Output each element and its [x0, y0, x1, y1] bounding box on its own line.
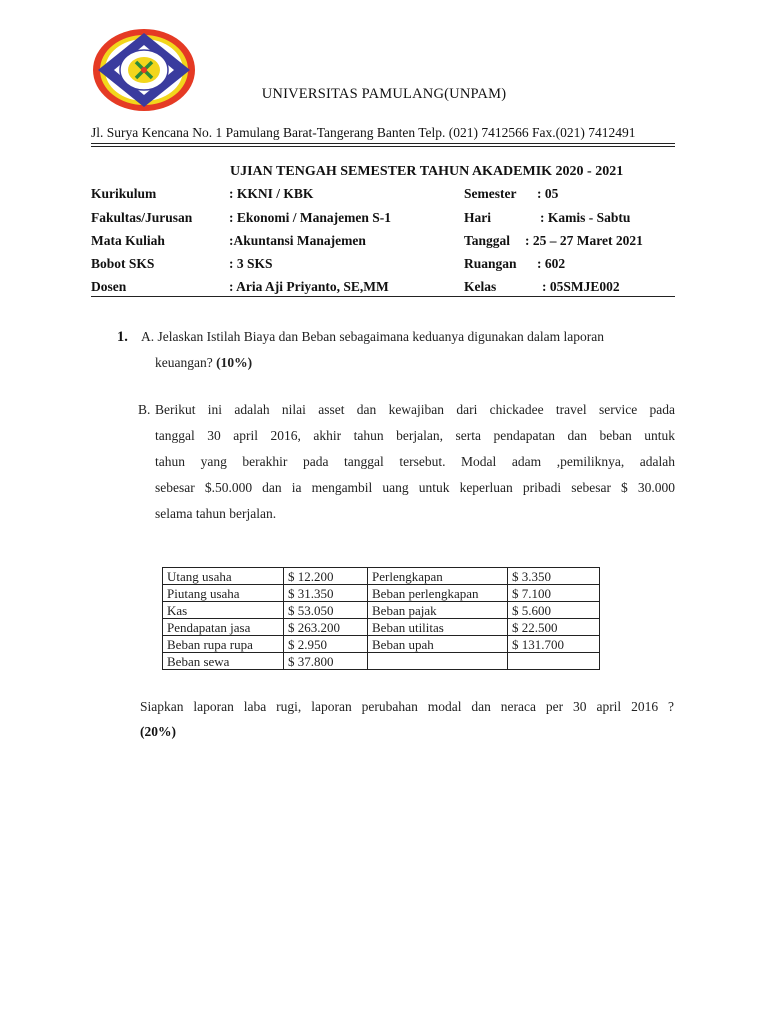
question-number: 1. [117, 329, 128, 345]
table-row [163, 653, 600, 670]
info-divider [91, 296, 675, 297]
table-cell: $ 5.600 [508, 602, 600, 619]
info-row-mata-kuliah [91, 233, 691, 253]
question-a-text: keuangan? [155, 355, 213, 370]
table-row [163, 602, 600, 619]
header-divider [91, 143, 675, 144]
info-value: : 3 SKS [229, 256, 273, 271]
table-cell: $ 53.050 [284, 602, 368, 619]
info-value: : KKNI / KBK [229, 186, 314, 201]
info-label: Kelas [464, 279, 497, 294]
table-cell: $ 31.350 [284, 585, 368, 602]
question-b-line: sebesar $.50.000 dan ia mengambil uang untuk keperluan pribadi sebesar $ 30.000 [155, 480, 675, 495]
info-value: : Kamis - Sabtu [540, 210, 631, 225]
table-cell: Utang usaha [163, 568, 284, 585]
info-value: :Akuntansi Manajemen [229, 233, 366, 248]
table-cell: $ 22.500 [508, 619, 600, 636]
table-row [163, 568, 600, 585]
table-cell [368, 653, 508, 670]
table-cell: Kas [163, 602, 284, 619]
info-value: : 05SMJE002 [542, 279, 620, 294]
university-name: UNIVERSITAS PAMULANG(UNPAM) [261, 86, 507, 102]
table-cell: Perlengkapan [368, 568, 508, 585]
table-row [163, 636, 600, 653]
table-cell: Beban rupa rupa [163, 636, 284, 653]
question-b-label: B. [138, 402, 151, 417]
info-label: Tanggal [464, 233, 511, 248]
table-cell: Beban utilitas [368, 619, 508, 636]
table-cell: $ 263.200 [284, 619, 368, 636]
info-value: : Aria Aji Priyanto, SE,MM [229, 279, 389, 294]
table-cell: $ 37.800 [284, 653, 368, 670]
table-cell: Pendapatan jasa [163, 619, 284, 636]
table-cell: $ 131.700 [508, 636, 600, 653]
table-cell: $ 3.350 [508, 568, 600, 585]
info-label: Mata Kuliah [91, 233, 165, 248]
info-value: : 602 [537, 256, 566, 271]
info-label: Hari [464, 210, 491, 225]
info-value: : Ekonomi / Manajemen S-1 [229, 210, 391, 225]
info-label: Semester [464, 186, 517, 201]
question-b-line: Berikut ini adalah nilai asset dan kewajiban dari chickadee travel service pada [155, 402, 675, 417]
asset-liability-table [162, 567, 600, 670]
table-cell: Beban pajak [368, 602, 508, 619]
exam-title: UJIAN TENGAH SEMESTER TAHUN AKADEMIK 2020 - 2021 [230, 164, 624, 179]
table-row [163, 585, 600, 602]
table-cell: Beban upah [368, 636, 508, 653]
info-label: Kurikulum [91, 186, 157, 201]
table-cell: $ 7.100 [508, 585, 600, 602]
header-divider-secondary [91, 146, 675, 147]
table-cell: Beban perlengkapan [368, 585, 508, 602]
instruction-line: Siapkan laporan laba rugi, laporan perubahan modal dan neraca per 30 april 2016 ? [140, 699, 674, 714]
university-address: Jl. Surya Kencana No. 1 Pamulang Barat-Tangerang Banten Telp. (021) 7412566 Fax.(021) 7412491 [91, 125, 636, 140]
info-value: : 25 – 27 Maret 2021 [525, 233, 643, 248]
question-b-line: tanggal 30 april 2016, akhir tahun berjalan, serta pendapatan dan beban untuk [155, 428, 675, 443]
instruction-weight: (20%) [140, 724, 176, 739]
info-row-kurikulum [91, 186, 691, 206]
table-cell: Piutang usaha [163, 585, 284, 602]
info-label: Bobot SKS [91, 256, 155, 271]
info-value: : 05 [537, 186, 559, 201]
table-cell: $ 12.200 [284, 568, 368, 585]
info-label: Fakultas/Jurusan [91, 210, 193, 225]
question-a-line1: A. Jelaskan Istilah Biaya dan Beban sebagaimana keduanya digunakan dalam laporan [141, 329, 604, 344]
question-b-line: tahun yang berakhir pada tanggal tersebut. Modal adam ,pemiliknya, adalah [155, 454, 675, 469]
info-row-bobot-sks [91, 256, 691, 276]
table-row [163, 619, 600, 636]
info-label: Dosen [91, 279, 127, 294]
table-cell: $ 2.950 [284, 636, 368, 653]
info-label: Ruangan [464, 256, 517, 271]
table-cell: Beban sewa [163, 653, 284, 670]
question-a-line2 [155, 355, 252, 371]
question-a-weight: (10%) [216, 355, 253, 370]
table-cell [508, 653, 600, 670]
info-row-fakultas [91, 210, 691, 230]
question-b-line: selama tahun berjalan. [155, 506, 277, 521]
